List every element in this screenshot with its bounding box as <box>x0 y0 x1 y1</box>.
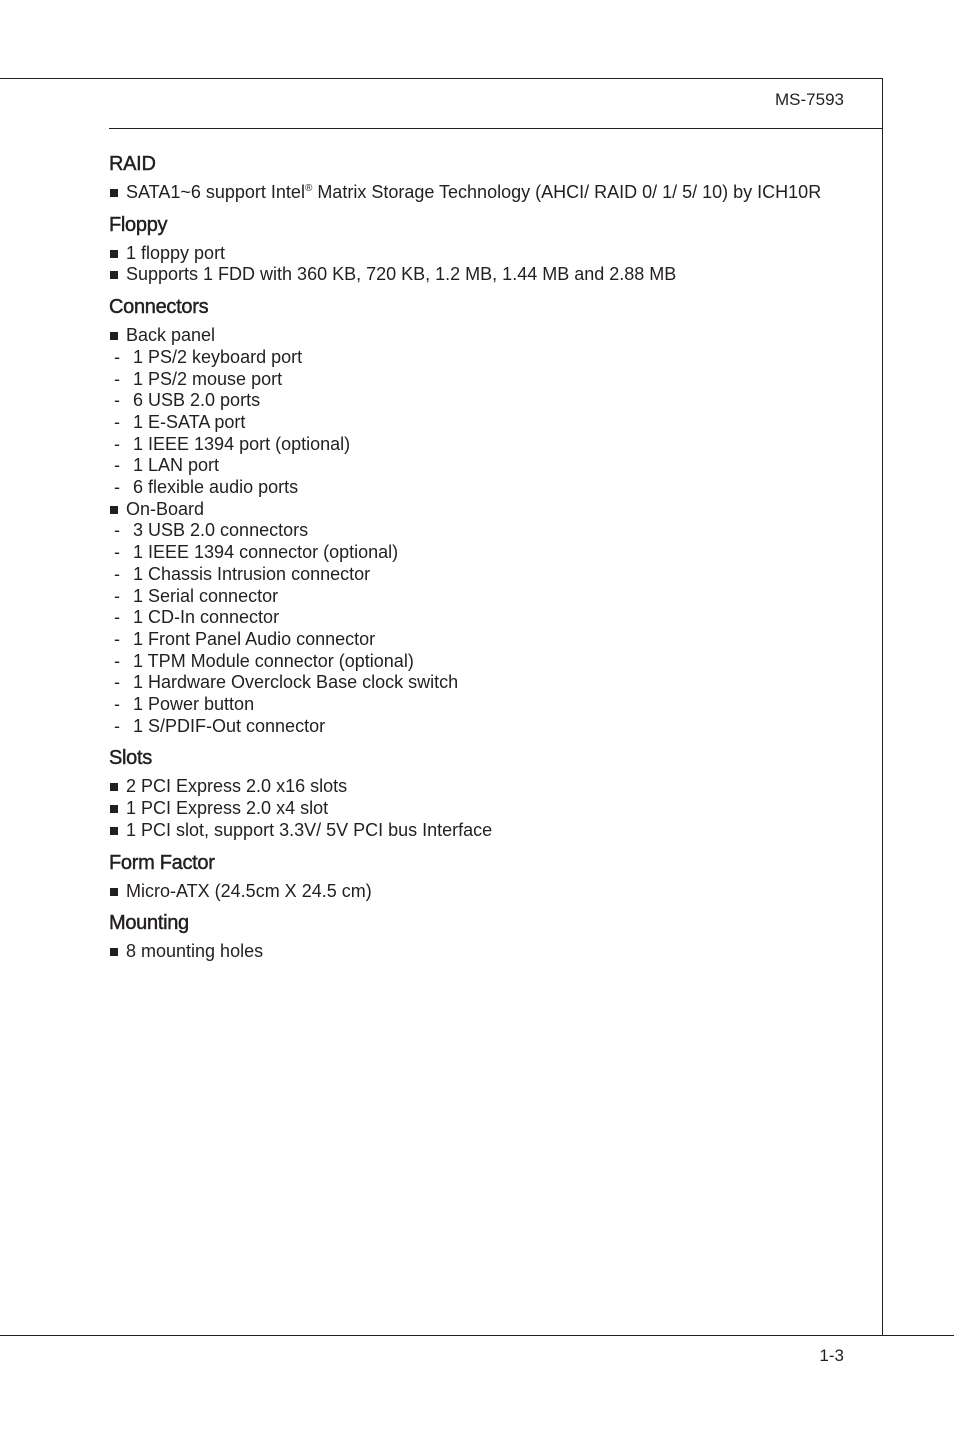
dash-icon: - <box>114 368 120 389</box>
sub-list-item <box>109 542 845 564</box>
sub-item-text: 1 Serial connector <box>133 585 279 606</box>
sub-list-item <box>109 651 845 673</box>
raid-list <box>109 182 845 204</box>
sub-item-text: 1 IEEE 1394 connector (optional) <box>133 542 399 563</box>
sub-item-text: 1 PS/2 mouse port <box>133 368 283 389</box>
section-floppy <box>109 212 845 286</box>
slots-list <box>109 776 845 841</box>
sub-list-item <box>109 390 845 412</box>
list-item-text: SATA1~6 support Intel <box>126 182 305 202</box>
sub-item-text: 1 Hardware Overclock Base clock switch <box>133 672 459 693</box>
connectors-list <box>109 325 845 737</box>
sub-list-item <box>109 716 845 738</box>
floppy-list <box>109 243 845 286</box>
sub-list-item <box>109 369 845 391</box>
list-item-text: Back panel <box>126 325 216 346</box>
list-item-text: 1 floppy port <box>126 242 226 263</box>
dash-icon: - <box>114 650 120 671</box>
sub-list-item <box>109 455 845 477</box>
bullet-icon <box>110 506 118 514</box>
bullet-icon <box>110 189 118 197</box>
sub-item-text: 1 Chassis Intrusion connector <box>133 563 371 584</box>
list-item-text: Micro-ATX (24.5cm X 24.5 cm) <box>126 880 372 901</box>
section-title-raid: RAID <box>109 153 156 175</box>
section-slots <box>109 745 845 841</box>
sub-item-text: 1 S/PDIF-Out connector <box>133 715 326 736</box>
sub-item-text: 6 flexible audio ports <box>133 477 299 498</box>
list-item-text: Matrix Storage Technology (AHCI/ RAID 0/ 1/ 5/ 10) by ICH10R <box>312 182 822 202</box>
dash-icon: - <box>114 694 120 715</box>
sub-list-item <box>109 629 845 651</box>
list-item-back-panel <box>109 325 845 347</box>
sub-item-text: 1 TPM Module connector (optional) <box>133 650 414 671</box>
bullet-icon <box>110 332 118 340</box>
bullet-icon <box>110 271 118 279</box>
sub-list-item <box>109 607 845 629</box>
section-title-form-factor: Form Factor <box>109 851 215 874</box>
dash-icon: - <box>114 715 120 736</box>
list-item <box>109 182 845 204</box>
section-title-mounting: Mounting <box>109 912 189 935</box>
dash-icon: - <box>114 411 120 432</box>
mounting-list <box>109 941 845 963</box>
sub-list-item <box>109 412 845 434</box>
dash-icon: - <box>114 563 120 584</box>
section-title-connectors: Connectors <box>109 296 209 319</box>
section-form-factor <box>109 850 845 903</box>
bullet-icon <box>110 250 118 258</box>
sub-list-item <box>109 434 845 456</box>
list-item-text: Supports 1 FDD with 360 KB, 720 KB, 1.2 MB, 1.44 MB and 2.88 MB <box>126 264 677 285</box>
spec-content <box>109 151 845 971</box>
sub-item-text: 1 IEEE 1394 port (optional) <box>133 433 351 454</box>
sub-list-item <box>109 586 845 608</box>
dash-icon: - <box>114 433 120 454</box>
bullet-icon <box>110 888 118 896</box>
list-item <box>109 264 845 286</box>
sub-item-text: 1 Front Panel Audio connector <box>133 628 376 649</box>
section-mounting <box>109 910 845 963</box>
dash-icon: - <box>114 628 120 649</box>
sub-list-item <box>109 672 845 694</box>
bullet-icon <box>110 827 118 835</box>
sub-item-text: 6 USB 2.0 ports <box>133 390 261 411</box>
bullet-icon <box>110 948 118 956</box>
list-item-text: 1 PCI Express 2.0 x4 slot <box>126 798 329 819</box>
list-item-on-board <box>109 499 845 521</box>
section-raid <box>109 151 845 204</box>
list-item-text: 2 PCI Express 2.0 x16 slots <box>126 776 348 797</box>
form-factor-list <box>109 881 845 903</box>
top-rule <box>0 78 883 79</box>
bottom-rule <box>0 1335 954 1336</box>
sub-list-item <box>109 520 845 542</box>
list-item <box>109 881 845 903</box>
sub-item-text: 1 Power button <box>133 694 255 715</box>
sub-list-item <box>109 694 845 716</box>
dash-icon: - <box>114 542 120 563</box>
list-item-text: 1 PCI slot, support 3.3V/ 5V PCI bus Interface <box>126 819 493 840</box>
list-item <box>109 820 845 842</box>
dash-icon: - <box>114 607 120 628</box>
list-item <box>109 798 845 820</box>
list-item-text: 8 mounting holes <box>126 941 264 962</box>
sub-item-text: 1 CD-In connector <box>133 607 280 628</box>
section-title-floppy: Floppy <box>109 213 168 236</box>
dash-icon: - <box>114 477 120 498</box>
dash-icon: - <box>114 346 120 367</box>
sub-item-text: 1 PS/2 keyboard port <box>133 346 303 367</box>
dash-icon: - <box>114 390 120 411</box>
dash-icon: - <box>114 455 120 476</box>
sub-item-text: 1 E-SATA port <box>133 411 246 432</box>
bullet-icon <box>110 805 118 813</box>
sub-list-item <box>109 347 845 369</box>
list-item-text: On-Board <box>126 498 205 519</box>
header-rule <box>109 128 883 129</box>
model-number: MS-7593 <box>775 90 844 109</box>
registered-mark: ® <box>304 183 313 194</box>
sub-item-text: 1 LAN port <box>133 455 220 476</box>
right-rule <box>882 78 883 1336</box>
list-item <box>109 941 845 963</box>
page-number: 1-3 <box>819 1346 844 1365</box>
bullet-icon <box>110 783 118 791</box>
sub-list-item <box>109 477 845 499</box>
section-title-slots: Slots <box>109 747 152 770</box>
dash-icon: - <box>114 672 120 693</box>
sub-list-item <box>109 564 845 586</box>
section-connectors <box>109 294 845 737</box>
dash-icon: - <box>114 585 120 606</box>
list-item <box>109 243 845 265</box>
sub-item-text: 3 USB 2.0 connectors <box>133 520 309 541</box>
dash-icon: - <box>114 520 120 541</box>
list-item <box>109 776 845 798</box>
